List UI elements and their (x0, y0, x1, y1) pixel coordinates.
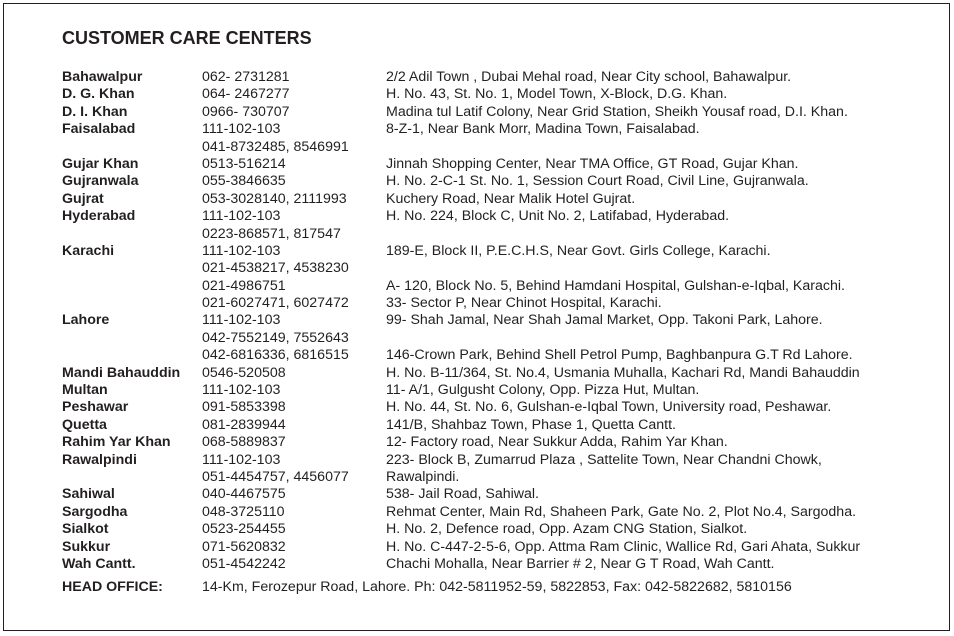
center-phone: 071-5620832 (202, 538, 286, 555)
center-phone: 053-3028140, 2111993 (202, 190, 347, 207)
center-address: Rehmat Center, Main Rd, Shaheen Park, Gate No. 2, Plot No.4, Sargodha. (386, 503, 857, 520)
center-entry (62, 434, 922, 451)
center-line (62, 452, 922, 469)
customer-care-centers-list (62, 69, 922, 573)
center-phone: 062- 2731281 (202, 69, 290, 85)
center-city: Peshawar (62, 399, 129, 416)
center-line (62, 191, 922, 208)
center-phone: 0523-254455 (202, 521, 286, 538)
center-entry (62, 104, 922, 121)
center-entry (62, 417, 922, 434)
center-phone: 021-4538217, 4538230 (202, 260, 349, 277)
center-address: H. No. 44, St. No. 6, Gulshan-e-Iqbal Town, University road, Peshawar. (386, 399, 832, 416)
center-phone: 021-4986751 (202, 277, 286, 294)
center-line (62, 156, 922, 173)
center-line (62, 486, 922, 503)
center-address: Chachi Mohalla, Near Barrier # 2, Near G T Road, Wah Cantt. (386, 555, 775, 572)
head-office-label: HEAD OFFICE: (62, 579, 163, 595)
center-city: Karachi (62, 242, 115, 259)
center-phone: 111-102-103 (202, 121, 281, 138)
center-line (62, 521, 922, 538)
center-address: 8-Z-1, Near Bank Morr, Madina Town, Faisalabad. (386, 121, 700, 138)
center-address: 223- Block B, Zumarrud Plaza , Sattelite Town, Near Chandni Chowk, (386, 451, 822, 468)
center-city: Faisalabad (62, 121, 136, 138)
center-phone: 0966- 730707 (202, 103, 290, 120)
center-phone: 040-4467575 (202, 486, 286, 503)
center-city: Rahim Yar Khan (62, 434, 171, 451)
center-phone: 042-7552149, 7552643 (202, 329, 349, 346)
center-line (62, 69, 922, 86)
center-address: 141/B, Shahbaz Town, Phase 1, Quetta Cantt. (386, 416, 676, 433)
center-line (62, 417, 922, 434)
center-line (62, 347, 922, 364)
center-entry (62, 86, 922, 103)
center-city: Sahiwal (62, 486, 115, 503)
center-phone: 111-102-103 (202, 208, 281, 225)
center-entry (62, 243, 922, 313)
center-entry (62, 69, 922, 86)
center-entry (62, 208, 922, 243)
center-address: Rawalpindi. (386, 468, 460, 485)
center-address: H. No. 224, Block C, Unit No. 2, Latifabad, Hyderabad. (386, 208, 730, 225)
center-phone: 051-4542242 (202, 555, 286, 572)
center-line (62, 86, 922, 103)
center-entry (62, 365, 922, 382)
center-phone: 048-3725110 (202, 503, 285, 520)
center-city: Gujar Khan (62, 155, 139, 172)
center-line (62, 382, 922, 399)
center-line (62, 104, 922, 121)
center-phone: 041-8732485, 8546991 (202, 138, 349, 155)
center-line (62, 399, 922, 416)
center-phone: 081-2839944 (202, 416, 286, 433)
center-entry (62, 521, 922, 538)
center-entry (62, 539, 922, 556)
center-city: Mandi Bahauddin (62, 364, 181, 381)
center-phone: 111-102-103 (202, 242, 281, 259)
center-phone: 021-6027471, 6027472 (202, 295, 349, 312)
center-city: Lahore (62, 312, 110, 329)
center-address: 12- Factory road, Near Sukkur Adda, Rahim Yar Khan. (386, 434, 728, 451)
center-line (62, 173, 922, 190)
center-city: D. G. Khan (62, 86, 135, 103)
center-phone: 064- 2467277 (202, 86, 290, 103)
center-phone: 111-102-103 (202, 451, 281, 468)
center-city: Quetta (62, 416, 107, 433)
center-line (62, 243, 922, 260)
center-entry (62, 191, 922, 208)
center-city: Wah Cantt. (62, 555, 136, 572)
center-address: Kuchery Road, Near Malik Hotel Gujrat. (386, 190, 636, 207)
center-address: A- 120, Block No. 5, Behind Hamdani Hospital, Gulshan-e-Iqbal, Karachi. (386, 277, 845, 294)
center-city: D. I. Khan (62, 103, 128, 120)
center-city: Bahawalpur (62, 69, 143, 85)
center-phone: 051-4454757, 4456077 (202, 468, 349, 485)
center-line (62, 121, 922, 138)
center-address: H. No. 2-C-1 St. No. 1, Session Court Road, Civil Line, Gujranwala. (386, 173, 809, 190)
center-phone: 0223-868571, 817547 (202, 225, 341, 242)
center-city: Gujrat (62, 190, 104, 207)
center-line (62, 295, 922, 312)
center-line (62, 365, 922, 382)
center-address: 2/2 Adil Town , Dubai Mehal road, Near City school, Bahawalpur. (386, 69, 792, 85)
center-phone: 055-3846635 (202, 173, 286, 190)
center-city: Hyderabad (62, 208, 136, 225)
center-line (62, 208, 922, 225)
center-entry (62, 382, 922, 399)
center-address: H. No. 43, St. No. 1, Model Town, X-Block, D.G. Khan. (386, 86, 728, 103)
center-address: Madina tul Latif Colony, Near Grid Station, Sheikh Yousaf road, D.I. Khan. (386, 103, 848, 120)
center-phone: 0513-516214 (202, 155, 286, 172)
center-city: Multan (62, 382, 108, 399)
center-address: 538- Jail Road, Sahiwal. (386, 486, 539, 503)
center-address: 99- Shah Jamal, Near Shah Jamal Market, Opp. Takoni Park, Lahore. (386, 312, 823, 329)
center-address: 189-E, Block II, P.E.C.H.S, Near Govt. Girls College, Karachi. (386, 242, 771, 259)
center-phone: 068-5889837 (202, 434, 286, 451)
center-entry (62, 121, 922, 156)
center-entry (62, 312, 922, 364)
center-line (62, 330, 922, 347)
center-phone: 091-5853398 (202, 399, 286, 416)
center-address: 33- Sector P, Near Chinot Hospital, Karachi. (386, 295, 662, 312)
center-city: Rawalpindi (62, 451, 137, 468)
center-city: Gujranwala (62, 173, 139, 190)
center-line (62, 260, 922, 277)
center-line (62, 226, 922, 243)
center-city: Sargodha (62, 503, 128, 520)
center-address: H. No. 2, Defence road, Opp. Azam CNG Station, Sialkot. (386, 521, 748, 538)
center-entry (62, 486, 922, 503)
center-address: 146-Crown Park, Behind Shell Petrol Pump, Baghbanpura G.T Rd Lahore. (386, 347, 853, 364)
center-line (62, 539, 922, 556)
center-address: H. No. B-11/364, St. No.4, Usmania Muhalla, Kachari Rd, Mandi Bahauddin (386, 364, 860, 381)
center-address: 11- A/1, Gulgusht Colony, Opp. Pizza Hut, Multan. (386, 382, 700, 399)
center-line (62, 278, 922, 295)
center-phone: 111-102-103 (202, 312, 281, 329)
center-entry (62, 156, 922, 173)
center-address: Jinnah Shopping Center, Near TMA Office, GT Road, Gujar Khan. (386, 155, 799, 172)
center-line (62, 434, 922, 451)
center-entry (62, 399, 922, 416)
center-city: Sialkot (62, 521, 109, 538)
center-line (62, 469, 922, 486)
center-phone: 0546-520508 (202, 364, 286, 381)
center-phone: 111-102-103 (202, 382, 281, 399)
center-line (62, 556, 922, 573)
center-line (62, 312, 922, 329)
center-phone: 042-6816336, 6816515 (202, 347, 349, 364)
center-address: H. No. C-447-2-5-6, Opp. Attma Ram Clinic, Wallice Rd, Gari Ahata, Sukkur (386, 538, 861, 555)
head-office-details: 14-Km, Ferozepur Road, Lahore. Ph: 042-5811952-59, 5822853, Fax: 042-5822682, 5810156 (202, 579, 792, 595)
center-entry (62, 504, 922, 521)
center-line (62, 504, 922, 521)
page-title: CUSTOMER CARE CENTERS (62, 28, 312, 48)
center-entry (62, 556, 922, 573)
center-line (62, 139, 922, 156)
center-city: Sukkur (62, 538, 111, 555)
center-entry (62, 173, 922, 190)
center-entry (62, 452, 922, 487)
